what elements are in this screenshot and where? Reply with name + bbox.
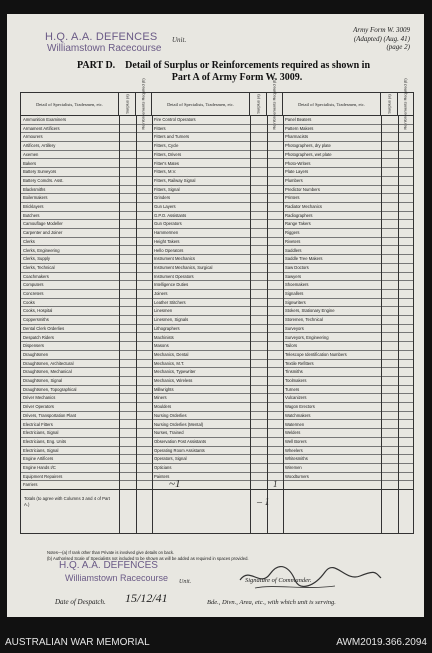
table-row [21,403,413,412]
table-row [21,386,413,395]
table-row [21,160,413,169]
specialist-name: Opticians [154,465,172,470]
table-row [21,203,413,212]
form-ref-line2: (Adapted) (Aug. 41) [353,34,410,43]
specialist-name: Clerks [23,238,35,244]
specialist-name: Despatch Riders [23,334,54,340]
specialist-name: Dispensers [23,343,44,349]
handwritten-painters-mark: ~1 [169,478,181,491]
specialist-name: Armament Artificers [23,125,60,131]
specialist-name: Turners [285,386,300,392]
specialist-name: Driver Operators [23,404,54,410]
unit-label: Unit. [172,36,187,44]
column-header-surplus [381,93,398,115]
form-sheet [7,14,424,617]
archive-name: AUSTRALIAN WAR MEMORIAL [5,637,150,648]
specialist-name: Carpenter and Joiner [23,230,63,236]
specialist-name: Radiator Mechanics [285,204,323,209]
archive-footer [0,628,432,653]
note-b: (b) Authorised Scale of Specialists not included to be shown as will be added as required in spaces provided. [47,556,249,561]
specialist-name: Hammermen [154,230,179,236]
specialist-name: Nursing Orderlies (Mental) [154,421,204,427]
specialist-name: Wiremen [285,465,302,470]
unit-stamp-line2: Williamstown Racecourse [47,43,162,54]
specialist-name: Engine Hands I/C [23,465,56,470]
specialist-name: Computers [23,282,44,288]
table-row [21,238,413,247]
specialist-name: Fitters, Drivers [154,151,182,157]
specialist-name: Blacksmiths [23,186,46,192]
specialist-name: Farriers [23,482,38,488]
specialist-name: Instrument Operators [154,273,194,279]
column-header-reinforcements [136,78,153,130]
specialist-name: Saw Doctors [285,264,309,270]
specialist-name: Masons [154,343,169,349]
specialist-name: Surveyors, Engineering [285,334,329,340]
form-ref-line3: (page 2) [386,43,410,51]
table-row [21,394,413,403]
specialist-name: Draughtsmen [23,351,49,357]
column-header-reinforcements [267,78,284,130]
despatch-label: Date of Despatch. [55,598,106,606]
table-row [21,142,413,151]
form-title [77,60,397,84]
column-rule [152,115,153,533]
accession-number: AWM2019.366.2094 [336,637,427,648]
specialist-name: Intelligence Duties [154,282,189,288]
specialist-name: Textile Refitters [285,360,314,366]
form-reference [353,26,410,52]
table-row [21,116,413,125]
specialist-name: Driver Mechanics [23,395,56,401]
table-row [21,186,413,195]
specialist-name: Operating Room Assistants [154,447,205,453]
specialist-name: Coppersmiths [23,317,49,323]
specialist-name: Panel Beaters [285,117,312,122]
specialist-name: Plate Layers [285,169,309,175]
specialist-name: Equipment Repairers [23,473,63,479]
specialist-name: Pattern Makers [285,125,314,131]
specialist-name: Clerks, Supply [23,256,50,262]
specialist-name: Tailors [285,343,298,349]
column-rule [136,115,137,533]
specialist-name: Millwrights [154,386,174,392]
specialist-name: Instrument Mechanics, Surgical [154,264,213,270]
table-row [21,281,413,290]
specialist-name: Observation Post Assistants [154,438,207,444]
specialist-name: Hello Operators [154,247,184,253]
table-row [21,360,413,369]
specialist-name: Fitters, Railway Signal [154,177,196,183]
specialist-name: Woodturners [285,473,309,479]
unit-stamp-line1: H.Q. A.A. DEFENCES [45,31,158,43]
table-row [21,334,413,343]
table-row [21,220,413,229]
surplus-caption: Surplus (a) [386,94,392,114]
specialist-name: Fire Control Operators [154,117,196,122]
specialist-name: Signwriters [285,299,306,305]
table-row [21,473,413,482]
specialists-table [20,78,414,534]
specialist-name: Photographers, dry plate [285,143,331,149]
specialist-name: Battery Comdrs. Asst. [23,177,64,183]
specialist-name: Signallers [285,291,304,296]
table-row [21,307,413,316]
specialist-name: Cooks, Hospital [23,308,53,314]
handwritten-totals: – 1 [257,497,270,509]
specialist-name: Whitesmiths [285,456,308,462]
table-row [21,194,413,203]
table-row [21,368,413,377]
signature-label: Signature of Commander. [245,577,312,584]
table-row [21,447,413,456]
specialist-name: Operators, Signal [154,456,187,462]
specialist-name: Sawyers [285,273,302,279]
column-rule [250,115,251,533]
column-rule [119,115,120,533]
specialist-name: Storemen, Technical [285,317,323,323]
column-rule [381,115,382,533]
specialist-name: Nurses, Trained [154,430,184,436]
table-row [21,438,413,447]
specialist-name: Draughtsmen, Architectural [23,360,74,366]
despatch-date: 15/12/41 [125,591,168,605]
table-row [21,177,413,186]
column-header-surplus [119,93,136,115]
specialist-name: Printers [285,195,300,201]
reinforcements-caption: Reinforcements Required (b) [271,78,277,130]
specialist-name: Pharmacists [285,134,309,140]
specialist-name: Telescope Identification Numbers [285,351,347,357]
specialist-name: Plumbers [285,177,303,183]
table-row [21,412,413,421]
form-ref-line1: Army Form W. 3009 [353,26,410,34]
formation-label: Bde., Divn., Area, etc., with which unit is serving. [207,599,336,606]
specialist-name: Height Takers [154,238,180,244]
specialist-name: Range Takers [285,221,311,227]
specialist-name: Joiners [154,291,168,296]
specialist-name: Toolmakers [285,378,307,383]
reinforcements-caption: Reinforcements Required (b) [402,78,408,130]
specialist-name: Linesmen, Signals [154,317,189,323]
specialist-name: G.P.O. Assistants [154,212,187,218]
specialist-name: Draughtsmen, Mechanical [23,369,72,375]
specialist-name: Electricians, Signal [23,447,59,453]
table-row [21,273,413,282]
table-row [21,264,413,273]
table-body [21,115,413,490]
specialist-name: Welders [285,430,301,436]
table-row [21,325,413,334]
specialist-name: Photographers, wet plate [285,151,332,157]
specialist-name: Grinders [154,195,171,201]
specialist-name: Stokers, Stationary Engine [285,308,335,314]
specialist-name: Mechanics, Dental [154,351,189,357]
column-rule [267,115,268,533]
bottom-stamp-line1: H.Q. A.A. DEFENCES [59,560,158,571]
specialist-name: Fitters [154,125,166,131]
specialist-name: Vulcanizers [285,395,307,401]
unit-label-bottom: Unit. [179,579,192,585]
specialist-name: Drivers, Transportation Plant [23,412,77,418]
specialist-name: Engine Artificers [23,456,54,462]
table-row [21,429,413,438]
specialist-name: Photo-Writers [285,160,311,166]
table-row [21,464,413,473]
specialist-name: Moulders [154,404,172,410]
specialist-name: Fitters, Cycle [154,143,179,149]
specialist-name: Electricians, Eng. Units [23,438,67,444]
specialist-name: Linesmen [154,308,173,314]
table-row [21,212,413,221]
specialist-name: Riveters [285,238,301,244]
table-row [21,255,413,264]
table-row [21,299,413,308]
specialist-name: Radiographers [285,212,313,218]
specialist-name: Electricians, Signal [23,430,59,436]
table-row [21,421,413,430]
specialist-name: Miners [154,395,167,401]
column-header-specialists: Detail of Specialists, Tradesmen, etc. [152,93,250,115]
specialist-name: Saddle Tree Makers [285,256,323,262]
specialist-name: Battery Surveyors [23,169,57,175]
specialist-name: Riggers [285,230,300,236]
specialist-name: Dental Clerk Orderlies [23,325,65,331]
specialist-name: Fitters, Signal [154,186,180,192]
specialist-name: Concreters [23,291,44,296]
specialist-name: Well Borers [285,438,307,444]
specialist-name: Armourers [23,134,43,140]
specialist-name: Boilermakers [23,195,48,201]
table-row [21,125,413,134]
specialist-name: Wheelers [285,447,303,453]
specialist-name: Camouflage Modeller [23,221,63,227]
specialist-name: Artificers, Artillery [23,143,56,149]
specialist-name: Nursing Orderlies [154,412,187,418]
specialist-name: Mechanics, Wireless [154,378,193,383]
specialist-name: Electrical Fitters [23,421,53,427]
column-header-specialists: Detail of Specialists, Tradesmen, etc. [283,93,381,115]
column-rule [283,115,284,533]
part-label: PART D. [77,60,116,71]
specialist-name: Draughtsmen, Signal [23,378,63,383]
column-header-specialists: Detail of Specialists, Tradesmen, etc. [21,93,119,115]
note-a: Notes—(a) If rank other than Private is involved give details on back. [47,550,175,555]
form-header [7,14,424,86]
table-row [21,342,413,351]
table-row [21,351,413,360]
specialist-name: Watchmakers [285,412,311,418]
title-line2: Part A of Army Form W. 3009. [171,72,303,83]
table-row [21,247,413,256]
table-row [21,133,413,142]
table-row [21,229,413,238]
specialist-name: Lithographers [154,325,180,331]
table-row [21,151,413,160]
specialist-name: Tinsmiths [285,369,303,375]
specialist-name: Bricklayers [23,204,44,209]
specialist-name: Cooks [23,299,35,305]
surplus-caption: Surplus (a) [255,94,261,114]
specialist-name: Machinists [154,334,174,340]
title-line1: Detail of Surplus or Reinforcements required as shown in [125,60,371,71]
specialist-name: Gun Operators [154,221,182,227]
specialist-name: Fitters, M.V. [154,169,177,175]
specialist-name: Clerks, Technical [23,264,55,270]
specialist-name: Ammunition Examiners [23,117,67,122]
specialist-name: Axemen [23,151,39,157]
specialist-name: Watermen [285,421,305,427]
table-row [21,377,413,386]
surplus-caption: Surplus (a) [124,94,130,114]
totals-row [21,489,413,534]
column-header-reinforcements [398,78,415,130]
specialist-name: Surveyors [285,325,304,331]
specialist-name: Butchers [23,212,40,218]
column-header-surplus [250,93,267,115]
specialist-name: Gun Layers [154,204,176,209]
specialist-name: Instrument Mechanics [154,256,195,262]
specialist-name: Clerks, Engineering [23,247,60,253]
specialist-name: Fitters and Turners [154,134,190,140]
specialist-name: Fitter's Mates [154,160,179,166]
handwritten-reinforcement-mark: 1 [273,479,278,490]
specialist-name: Shoemakers [285,282,309,288]
table-row [21,455,413,464]
totals-label: Totals (to agree with Columns 3 and 4 of Part A.) [24,496,110,507]
specialist-name: Wagon Erectors [285,404,315,410]
bottom-stamp-line2: Williamstown Racecourse [65,573,169,583]
column-rule [398,115,399,533]
specialist-name: Painters [154,473,170,479]
specialist-name: Coachmakers [23,273,49,279]
table-row [21,316,413,325]
specialist-name: Mechanics, M.T. [154,360,185,366]
table-row [21,290,413,299]
specialist-name: Bakers [23,160,37,166]
specialist-name: Mechanics, Typewriter [154,369,196,375]
specialist-name: Predictor Numbers [285,186,320,192]
table-row [21,168,413,177]
specialist-name: Draughtsmen, Topographical [23,386,77,392]
specialist-name: Saddlers [285,247,302,253]
reinforcements-caption: Reinforcements Required (b) [140,78,146,130]
specialist-name: Leather Stitchers [154,299,186,305]
